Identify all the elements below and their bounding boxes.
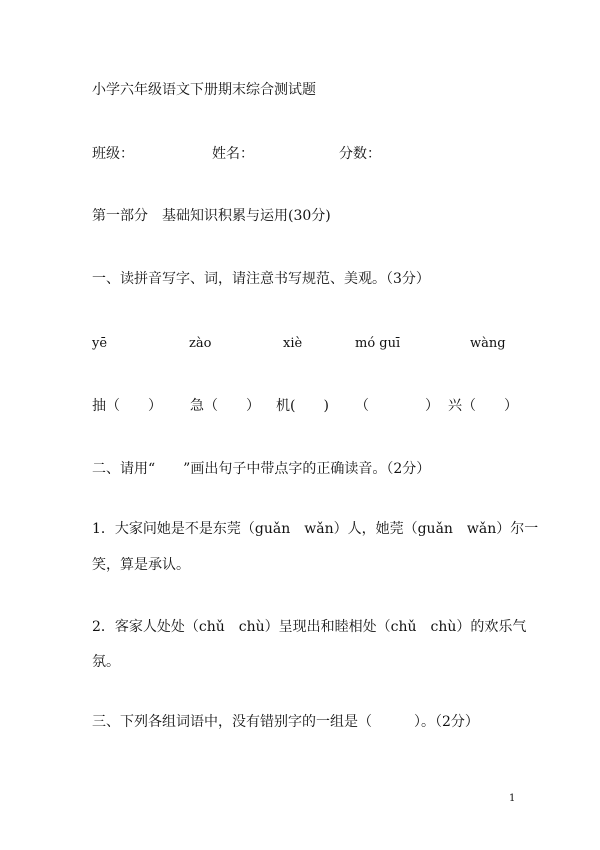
pinyin-4: mó guī (355, 336, 401, 351)
blank-2: 急（ ） (190, 398, 260, 414)
class-label: 班级： (92, 146, 134, 162)
blank-3: 机( ) (276, 398, 329, 414)
name-label: 姓名： (212, 146, 254, 162)
blank-5: 兴（ ） (448, 398, 518, 414)
q2-item1-line1: 1．大家问她是不是东莞（guǎn wǎn）人，她莞（guǎn wǎn）尔一 (92, 521, 539, 537)
pinyin-1: yē (92, 336, 108, 351)
page-title: 小学六年级语文下册期末综合测试题 (92, 82, 316, 98)
q3-prompt: 三、下列各组词语中，没有错别字的一组是（ ）。（2分） (92, 714, 479, 730)
part1-heading: 第一部分 基础知识积累与运用(30分) (92, 208, 331, 224)
page-number: 1 (509, 793, 516, 804)
q2-prompt: 二、请用“ ”画出句子中带点字的正确读音。（2分） (92, 461, 431, 477)
q1-prompt: 一、读拼音写字、词，请注意书写规范、美观。（3分） (92, 271, 430, 287)
blank-1: 抽（ ） (92, 398, 162, 414)
pinyin-2: zào (189, 336, 212, 351)
q2-item1-line2: 笑，算是承认。 (92, 557, 190, 573)
score-label: 分数： (339, 146, 381, 162)
blank-4: （ ） (355, 398, 439, 414)
q2-item2-line2: 氛。 (92, 654, 120, 670)
q2-item2-line1: 2．客家人处处（chǔ chù）呈现出和睦相处（chǔ chù）的欢乐气 (92, 619, 527, 635)
pinyin-5: wàng (470, 336, 506, 351)
pinyin-3: xiè (283, 336, 303, 351)
